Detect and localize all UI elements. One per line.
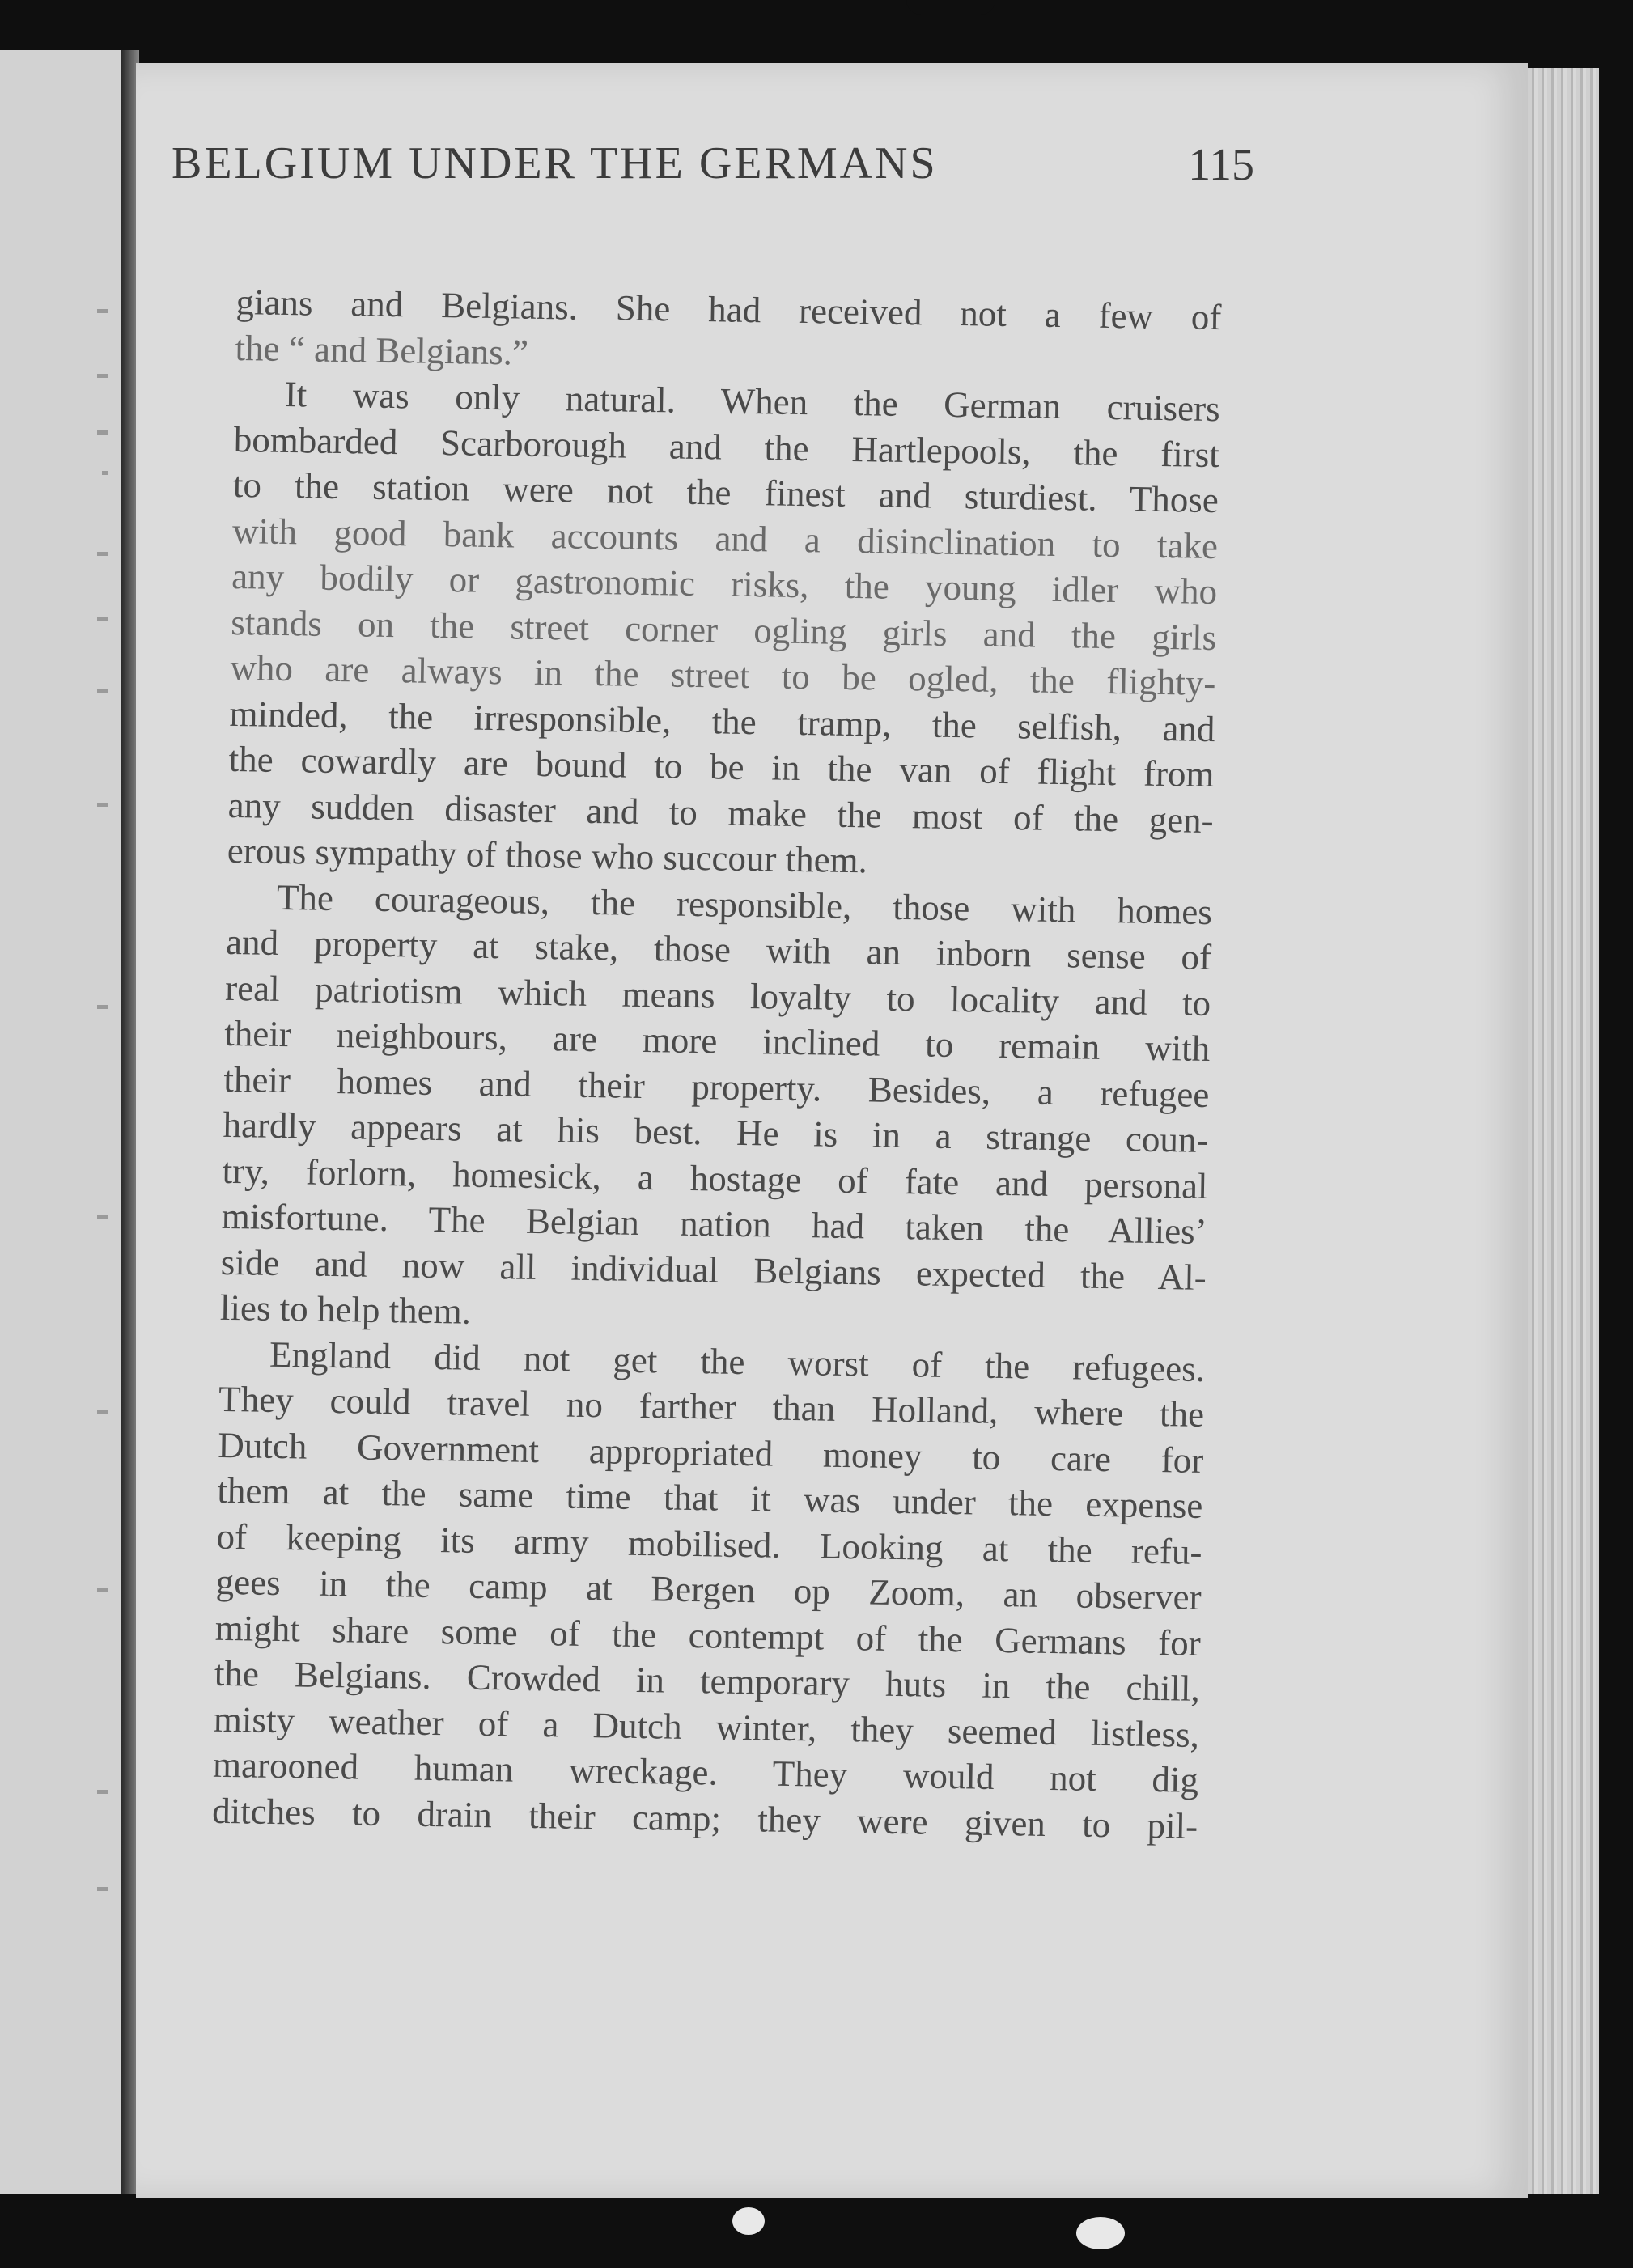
text-line: might share some of the contempt of the Germans for xyxy=(214,1607,1202,1664)
text-line: stands on the street corner ogling girls and the girls xyxy=(230,601,1217,658)
page-number: 115 xyxy=(1188,140,1254,190)
text-line: lies to help them. xyxy=(219,1287,472,1332)
page-stack-edge xyxy=(1528,68,1599,2194)
text-line: any sudden disaster and to make the most of the gen- xyxy=(227,784,1215,841)
text-line: It was only natural. When the German cruisers xyxy=(284,373,1221,430)
text-line: ditches to drain their camp; they were given to pil- xyxy=(211,1790,1198,1846)
text-line: the Belgians. Crowded in temporary huts in the chill, xyxy=(214,1652,1201,1709)
text-line: erous sympathy of those who succour them. xyxy=(227,829,868,881)
text-line: The courageous, the responsible, those with homes xyxy=(276,876,1213,932)
text-line: England did not get the worst of the refugees. xyxy=(269,1333,1206,1389)
text-line: gians and Belgians. She had received not a few of xyxy=(235,281,1222,338)
text-line: They could travel no farther than Holland, where the xyxy=(218,1378,1205,1435)
running-title: BELGIUM UNDER THE GERMANS xyxy=(172,138,938,189)
facing-page-edge xyxy=(0,50,133,2194)
text-line: the cowardly are bound to be in the van of flight from xyxy=(228,738,1215,795)
scan-blot xyxy=(906,0,995,15)
text-line: them at the same time that it was under the expense xyxy=(217,1469,1203,1526)
text-line: misfortune. The Belgian nation had taken the Allies’ xyxy=(221,1195,1208,1252)
text-line: who are always in the street to be ogled, the flighty- xyxy=(230,646,1216,704)
text-line: gees in the camp at Bergen op Zoom, an observer xyxy=(215,1561,1202,1617)
running-head xyxy=(172,138,1254,210)
text-line: marooned human wreckage. They would not dig xyxy=(212,1744,1199,1800)
text-line: with good bank accounts and a disinclination to take xyxy=(231,510,1219,566)
text-line: Dutch Government appropriated money to care for xyxy=(217,1424,1204,1481)
text-line: try, forlorn, homesick, a hostage of fate and personal xyxy=(222,1150,1208,1206)
text-line: misty weather of a Dutch winter, they seemed listless, xyxy=(213,1698,1200,1755)
body-text xyxy=(212,279,1222,1849)
scan-speck xyxy=(732,2207,765,2235)
text-line: their homes and their property. Besides, a refugee xyxy=(223,1058,1210,1115)
text-line: minded, the irresponsible, the tramp, the selfish, and xyxy=(229,693,1215,749)
text-line: bombarded Scarborough and the Hartlepools, the first xyxy=(233,418,1220,475)
text-line: their neighbours, are more inclined to remain with xyxy=(223,1012,1211,1070)
text-line: side and now all individual Belgians expected the Al- xyxy=(220,1241,1207,1298)
scan-speck xyxy=(1076,2217,1125,2249)
text-line: real patriotism which means loyalty to locality and to xyxy=(224,967,1211,1024)
text-line: any bodily or gastronomic risks, the young idler who xyxy=(231,555,1218,613)
text-line: and property at stake, those with an inborn sense of xyxy=(225,921,1212,978)
text-line: of keeping its army mobilised. Looking at the refu- xyxy=(216,1516,1202,1572)
text-line: the “ and Belgians.” xyxy=(235,327,529,373)
text-line: hardly appears at his best. He is in a strange coun- xyxy=(223,1104,1209,1160)
text-line: to the station were not the finest and sturdiest. Those xyxy=(232,464,1219,521)
